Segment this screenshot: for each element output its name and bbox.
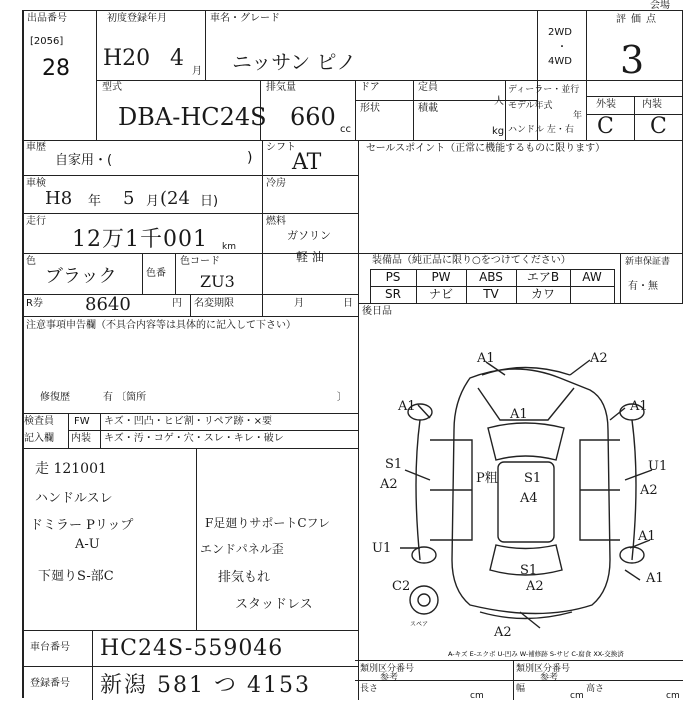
- height-unit: cm: [666, 691, 680, 701]
- first-reg-label: 初度登録年月: [107, 13, 167, 24]
- warranty-value: 有・無: [628, 281, 658, 292]
- first-reg-month: 4: [170, 46, 184, 71]
- category-label: 類別区分番号: [360, 664, 415, 674]
- mileage-value: 12万1千001: [72, 227, 208, 252]
- fw-label: FW: [74, 416, 90, 427]
- repair-value: 有 〔箇所: [103, 392, 147, 403]
- comment-right-2: エンドパネル歪: [200, 542, 284, 556]
- mileage-unit: km: [222, 242, 236, 252]
- handle-label: ハンドル 左・右: [508, 125, 574, 135]
- equipment-item: ナビ: [428, 287, 453, 301]
- fw-items: キズ・凹凸・ヒビ割・リペア跡・×要: [104, 416, 272, 427]
- displacement-unit: cc: [340, 124, 351, 135]
- recycle-value: 8640: [85, 294, 131, 315]
- mark-right-door-a: A2: [640, 483, 658, 498]
- mark-right-tail: A1: [646, 571, 664, 586]
- mark-left-fender: A1: [398, 399, 416, 414]
- repair-close: 〕: [337, 392, 347, 403]
- mark-roof-a: A4: [520, 491, 538, 506]
- repair-label: 修復歴: [40, 392, 70, 403]
- mark-left-door-s: S1: [385, 457, 403, 472]
- drive-dot: ・: [557, 42, 567, 53]
- shape-label: 形状: [360, 103, 380, 114]
- equipment-item: AW: [582, 270, 602, 284]
- spare-label: スペア: [410, 621, 429, 628]
- chassis-label: 車台番号: [30, 642, 70, 653]
- inspection-year-unit: 年: [88, 194, 102, 209]
- comment-right-3: 排気もれ: [218, 570, 271, 585]
- capacity-label: 定員: [418, 82, 438, 93]
- car-name-value: ニッサン ピノ: [232, 50, 357, 74]
- history-label: 車歴: [26, 142, 46, 153]
- inspection-day: (24: [160, 188, 190, 209]
- history-close: ): [247, 150, 253, 166]
- equipment-item: TV: [483, 287, 499, 301]
- height-label: 高さ: [586, 684, 605, 694]
- equipment-item: SR: [385, 287, 401, 301]
- equipment-item: ABS: [479, 270, 503, 284]
- interior-value: C: [650, 114, 667, 139]
- inspection-month: 5: [123, 188, 135, 209]
- first-reg-era: H20: [103, 46, 151, 71]
- color-code-label: 色コード: [180, 256, 220, 267]
- inspection-day-unit: 日): [200, 194, 219, 209]
- inspector-label: 検査員: [24, 416, 54, 427]
- recycle-unit: 円: [172, 298, 182, 309]
- category-label-2: 類別区分番号: [516, 664, 571, 674]
- color-label: 色: [26, 256, 36, 267]
- door-label: ドア: [360, 82, 380, 93]
- mark-left-door-a: A2: [380, 477, 398, 492]
- comment-right-4: スタッドレス: [235, 597, 313, 612]
- exterior-label: 外装: [596, 99, 616, 110]
- length-unit: cm: [470, 691, 484, 701]
- mark-right-rear: A1: [638, 529, 656, 544]
- mark-trunk-s: S1: [520, 563, 538, 578]
- mark-pillar: P粗: [476, 471, 498, 486]
- fuel-diesel: 軽 油: [296, 250, 324, 264]
- mark-right-door-u: U1: [648, 459, 668, 474]
- mark-trunk-a: A2: [526, 579, 544, 594]
- fuel-label: 燃料: [266, 216, 286, 227]
- length-label: 長さ: [360, 684, 379, 694]
- interior-tag: 内装: [71, 433, 91, 444]
- displacement-label: 排気量: [266, 82, 296, 93]
- comment-line-3: ドミラー Pリップ: [30, 518, 134, 533]
- capacity-unit: 人: [494, 96, 504, 107]
- drive-2wd: 2WD: [548, 27, 572, 38]
- shift-value: AT: [292, 150, 322, 175]
- reference-label: 参考: [380, 673, 399, 683]
- load-unit: kg: [492, 126, 505, 137]
- width-unit: cm: [570, 691, 584, 701]
- mark-right-fender: A1: [630, 399, 648, 414]
- post-install-label: 後日品: [362, 306, 392, 317]
- grade-value: 3: [620, 38, 645, 82]
- equipment-item: カワ: [530, 287, 555, 301]
- load-label: 積載: [418, 103, 438, 114]
- lot-number: 28: [42, 56, 70, 81]
- venue-label: 会場: [650, 0, 670, 11]
- chassis-value: HC24S-559046: [100, 636, 284, 661]
- drive-4wd: 4WD: [548, 56, 572, 67]
- inspection-year: H8: [45, 188, 73, 209]
- sales-point-label: セールスポイント（正常に機能するものに限ります）: [366, 143, 606, 154]
- reg-label: 登録番号: [30, 678, 70, 689]
- grade-label: 評価点: [616, 14, 661, 25]
- legend: A-キズ E-エクボ U-凹み W-補修跡 S-サビ C-腐食 XX-交換済: [448, 650, 624, 658]
- aircon-label: 冷房: [266, 178, 286, 189]
- model-year-unit: 年: [573, 111, 583, 121]
- recycle-label: R券: [26, 298, 43, 309]
- car-name-label: 車名・グレード: [210, 13, 280, 24]
- transfer-day: 日: [343, 298, 353, 309]
- equipment-label: 装備品（純正品に限り○をつけてください）: [372, 255, 571, 266]
- transfer-label: 名変期限: [194, 298, 234, 309]
- model-year-label: モデル年式: [508, 101, 553, 111]
- comment-line-4: A-U: [75, 537, 100, 552]
- color-code-value: ZU3: [200, 272, 235, 291]
- mark-rear-bumper: A2: [494, 625, 512, 640]
- inspection-month-unit: 月: [146, 194, 160, 209]
- comment-line-1: 走 121001: [35, 461, 107, 477]
- mark-front-left: A1: [477, 351, 495, 366]
- mark-hood: A1: [510, 407, 528, 422]
- comment-line-2: ハンドルスレ: [35, 491, 113, 506]
- interior-items: キズ・汚・コゲ・穴・スレ・キレ・破レ: [104, 433, 284, 444]
- warranty-label: 新車保証書: [625, 257, 671, 267]
- mark-roof-s: S1: [524, 471, 542, 486]
- fuel-gas: ガソリン: [287, 229, 331, 242]
- comment-line-5: 下廻りS-部C: [38, 569, 114, 584]
- model-label: 型式: [102, 82, 122, 93]
- first-reg-month-unit: 月: [192, 66, 202, 77]
- reg-value: 新潟 581 つ 4153: [100, 673, 311, 698]
- mark-spare: C2: [392, 579, 411, 594]
- color-no-label: 色番: [146, 268, 166, 279]
- mark-front-right: A2: [590, 351, 608, 366]
- history-value: 自家用・(: [55, 153, 113, 168]
- color-value: ブラック: [45, 266, 117, 287]
- declaration-label: 注意事項申告欄（不具合内容等は具体的に記入して下さい）: [26, 320, 296, 331]
- lot-code: [2056]: [30, 36, 64, 47]
- equipment-item: PW: [431, 270, 451, 284]
- inspector-label-2: 記入欄: [24, 433, 54, 444]
- displacement-value: 660: [290, 103, 336, 131]
- equipment-item: PS: [385, 270, 401, 284]
- interior-label: 内装: [642, 99, 662, 110]
- reference-label-2: 参考: [540, 673, 559, 683]
- inspection-label: 車検: [26, 178, 46, 189]
- width-label: 幅: [516, 684, 526, 694]
- comment-right-1: F足廻りサポートCフレ: [205, 516, 331, 530]
- exterior-value: C: [597, 114, 614, 139]
- dealer-label: ディーラー・並行: [508, 85, 580, 95]
- transfer-month: 月: [294, 298, 304, 309]
- mileage-label: 走行: [26, 216, 46, 227]
- equipment-item: エアB: [526, 270, 560, 284]
- lot-label: 出品番号: [27, 13, 67, 24]
- shift-label: シフト: [266, 142, 296, 153]
- mark-left-rear: U1: [372, 541, 392, 556]
- model-value: DBA-HC24S: [118, 103, 267, 131]
